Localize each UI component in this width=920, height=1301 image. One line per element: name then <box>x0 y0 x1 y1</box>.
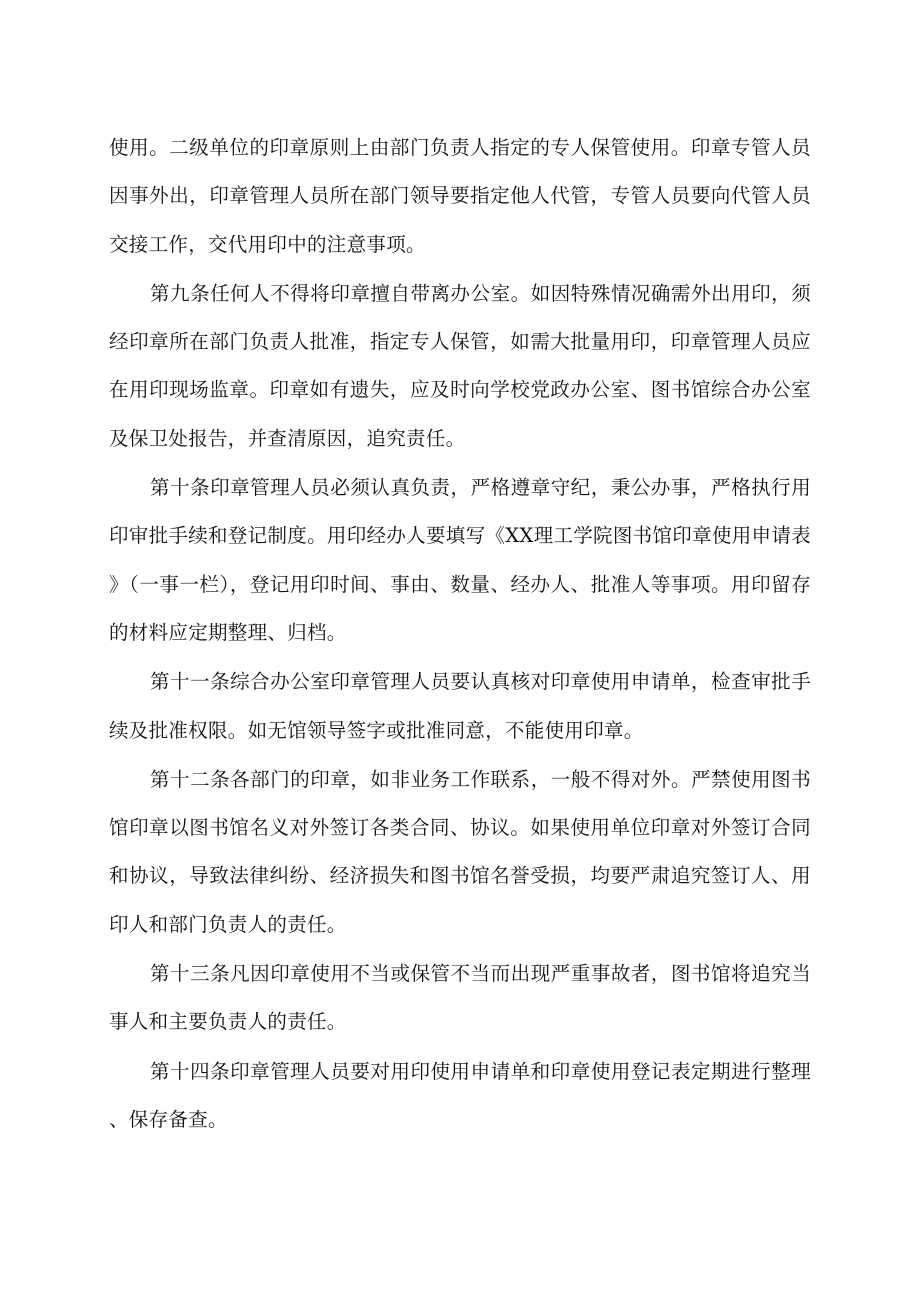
paragraph-article-10: 第十条印章管理人员必须认真负责，严格遵章守纪，秉公办事，严格执行用印审批手续和登记制度。用印经办人要填写《XX理工学院图书馆印章使用申请表》（一事一栏），登记用印时间、事由、数量、经办人、批准人等事项。用印留存的材料应定期整理、归档。 <box>109 476 811 644</box>
paragraph-article-14: 第十四条印章管理人员要对用印使用申请单和印章使用登记表定期进行整理、保存备查。 <box>109 1059 811 1131</box>
paragraph-continuation: 使用。二级单位的印章原则上由部门负责人指定的专人保管使用。印章专管人员因事外出，印章管理人员所在部门领导要指定他人代管，专管人员要向代管人员交接工作，交代用印中的注意事项。 <box>109 136 811 256</box>
paragraph-article-13: 第十三条凡因印章使用不当或保管不当而出现严重事故者，图书馆将追究当事人和主要负责人的责任。 <box>109 962 811 1034</box>
paragraph-article-9: 第九条任何人不得将印章擅自带离办公室。如因特殊情况确需外出用印，须经印章所在部门负责人批准，指定专人保管，如需大批量用印，印章管理人员应在用印现场监章。印章如有遗失，应及时向学校党政办公室、图书馆综合办公室及保卫处报告，并查清原因，追究责任。 <box>109 281 811 450</box>
document-page <box>109 124 811 1144</box>
paragraph-article-11: 第十一条综合办公室印章管理人员要认真核对印章使用申请单，检查审批手续及批准权限。如无馆领导签字或批准同意，不能使用印章。 <box>109 670 811 742</box>
paragraph-article-12: 第十二条各部门的印章，如非业务工作联系，一般不得对外。严禁使用图书馆印章以图书馆名义对外签订各类合同、协议。如果使用单位印章对外签订合同和协议，导致法律纠纷、经济损失和图书馆名誉受损，均要严肃追究签订人、用印人和部门负责人的责任。 <box>109 767 811 936</box>
